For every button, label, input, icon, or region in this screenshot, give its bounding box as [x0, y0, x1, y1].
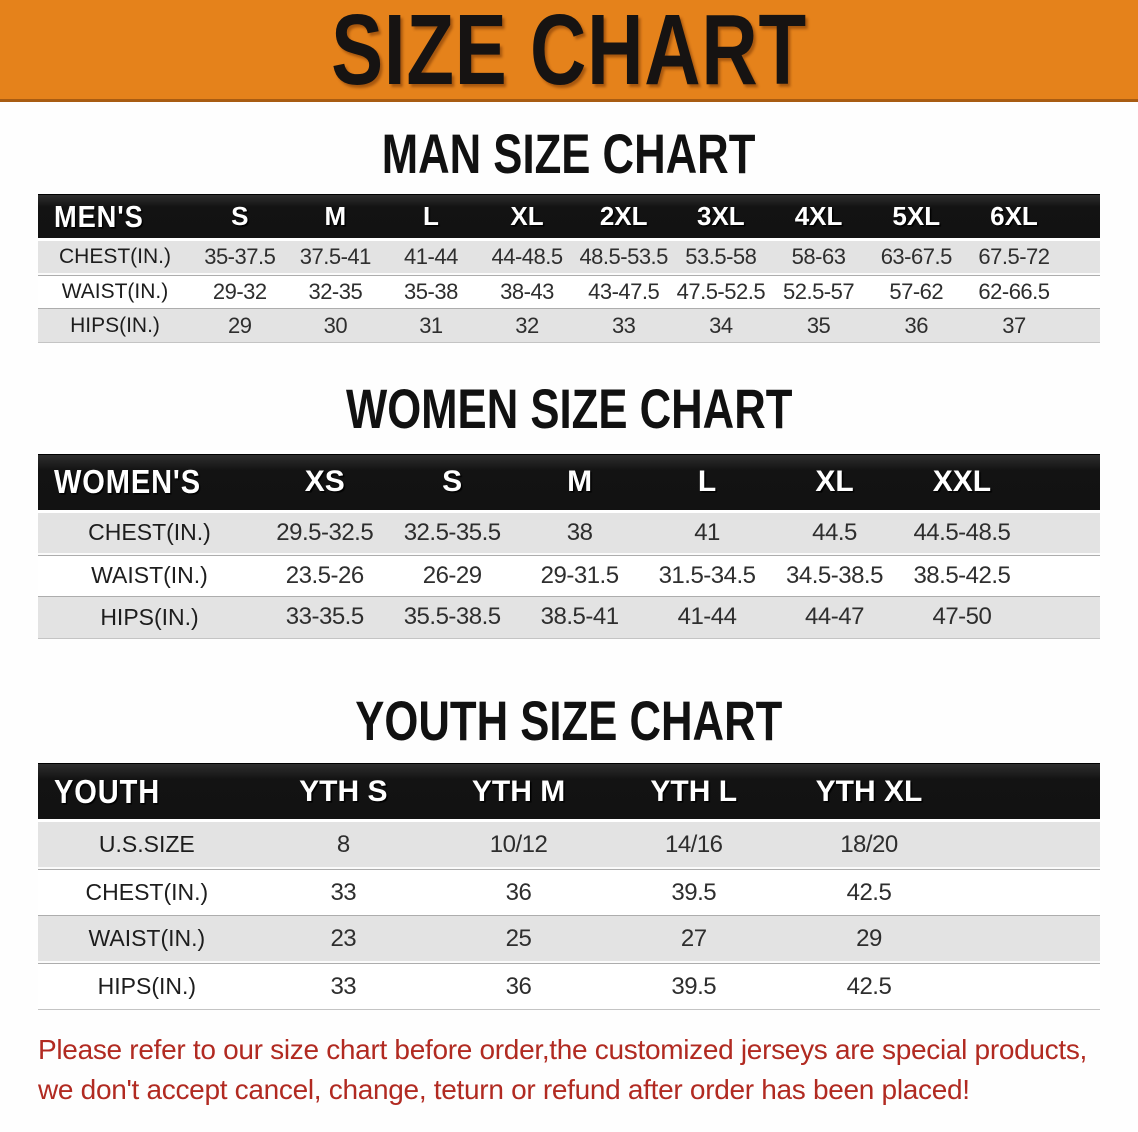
column-header: S [192, 194, 288, 241]
column-header: YTH XL [781, 763, 956, 822]
size-cell: 26-29 [388, 555, 515, 597]
size-cell: 18/20 [781, 822, 956, 869]
row-label: HIPS(IN.) [38, 963, 256, 1010]
row-label: CHEST(IN.) [38, 869, 256, 916]
size-cell: 29.5-32.5 [261, 513, 388, 555]
column-header: 2XL [575, 194, 672, 241]
disclaimer-text [38, 1030, 1100, 1110]
cell-filler [1063, 309, 1100, 343]
size-cell: 38 [516, 513, 643, 555]
size-cell: 23.5-26 [261, 555, 388, 597]
cell-filler [1063, 275, 1100, 309]
size-cell: 41-44 [383, 241, 479, 275]
size-cell: 32.5-35.5 [388, 513, 515, 555]
men-section [0, 124, 1138, 343]
column-header: YTH S [256, 763, 431, 822]
size-cell: 32 [479, 309, 576, 343]
size-cell: 48.5-53.5 [575, 241, 672, 275]
row-label: WAIST(IN.) [38, 555, 261, 597]
row-label: WAIST(IN.) [38, 275, 192, 309]
size-cell: 44-47 [771, 597, 898, 639]
column-header: 6XL [965, 194, 1063, 241]
women-waist-row [38, 555, 1100, 597]
cell-filler [957, 869, 1100, 916]
column-header: XL [479, 194, 576, 241]
size-cell: 29 [781, 916, 956, 963]
men-header-row [38, 194, 1100, 241]
disclaimer-section [0, 1030, 1138, 1110]
size-cell: 47-50 [898, 597, 1025, 639]
cell-filler [957, 916, 1100, 963]
size-cell: 29 [192, 309, 288, 343]
header-filler [957, 763, 1100, 822]
column-header: YTH L [606, 763, 781, 822]
size-cell: 43-47.5 [575, 275, 672, 309]
size-cell: 57-62 [867, 275, 965, 309]
size-cell: 37.5-41 [288, 241, 384, 275]
size-cell: 44-48.5 [479, 241, 576, 275]
youth-section-heading: YOUTH SIZE CHART [355, 688, 783, 752]
size-cell: 23 [256, 916, 431, 963]
size-cell: 35-38 [383, 275, 479, 309]
size-cell: 67.5-72 [965, 241, 1063, 275]
men-group-label: MEN'S [38, 194, 192, 241]
size-cell: 44.5 [771, 513, 898, 555]
row-label: U.S.SIZE [38, 822, 256, 869]
size-cell: 53.5-58 [672, 241, 770, 275]
cell-filler [957, 822, 1100, 869]
size-cell: 33-35.5 [261, 597, 388, 639]
size-cell: 30 [288, 309, 384, 343]
women-hips-row [38, 597, 1100, 639]
row-label: CHEST(IN.) [38, 513, 261, 555]
size-cell: 63-67.5 [867, 241, 965, 275]
women-header-row [38, 454, 1100, 513]
page-title [264, 0, 874, 106]
youth-group-label: YOUTH [38, 763, 256, 822]
size-cell: 35-37.5 [192, 241, 288, 275]
size-cell: 31.5-34.5 [643, 555, 770, 597]
size-cell: 52.5-57 [770, 275, 868, 309]
youth-size-table [38, 763, 1100, 1010]
size-cell: 36 [431, 869, 606, 916]
women-chest-row [38, 513, 1100, 555]
row-label: HIPS(IN.) [38, 309, 192, 343]
size-cell: 41 [643, 513, 770, 555]
size-cell: 42.5 [781, 963, 956, 1010]
size-cell: 38.5-42.5 [898, 555, 1025, 597]
youth-header-row [38, 763, 1100, 822]
column-header: YTH M [431, 763, 606, 822]
column-header: XL [771, 454, 898, 513]
disclaimer-line-1: Please refer to our size chart before order,the customized jerseys are special products, [38, 1034, 1088, 1066]
cell-filler [1063, 241, 1100, 275]
size-cell: 38.5-41 [516, 597, 643, 639]
cell-filler [1026, 555, 1100, 597]
size-cell: 35 [770, 309, 868, 343]
column-header: 3XL [672, 194, 770, 241]
column-header: 5XL [867, 194, 965, 241]
youth-chest-row [38, 869, 1100, 916]
size-cell: 38-43 [479, 275, 576, 309]
size-cell: 44.5-48.5 [898, 513, 1025, 555]
youth-section [0, 688, 1138, 1010]
column-header: L [383, 194, 479, 241]
youth-hips-row [38, 963, 1100, 1010]
women-size-table [38, 454, 1100, 639]
size-cell: 33 [256, 963, 431, 1010]
column-header: XXL [898, 454, 1025, 513]
size-cell: 34 [672, 309, 770, 343]
size-cell: 36 [867, 309, 965, 343]
size-cell: 33 [575, 309, 672, 343]
column-header: 4XL [770, 194, 868, 241]
disclaimer-line-2: we don't accept cancel, change, teturn or refund after order has been placed! [38, 1074, 970, 1106]
cell-filler [1026, 513, 1100, 555]
size-cell: 10/12 [431, 822, 606, 869]
size-cell: 14/16 [606, 822, 781, 869]
women-section [0, 379, 1138, 638]
size-cell: 32-35 [288, 275, 384, 309]
size-cell: 47.5-52.5 [672, 275, 770, 309]
size-cell: 8 [256, 822, 431, 869]
size-cell: 36 [431, 963, 606, 1010]
column-header: M [516, 454, 643, 513]
column-header: XS [261, 454, 388, 513]
size-cell: 29-31.5 [516, 555, 643, 597]
men-waist-row [38, 275, 1100, 309]
size-cell: 31 [383, 309, 479, 343]
column-header: M [288, 194, 384, 241]
size-cell: 35.5-38.5 [388, 597, 515, 639]
size-cell: 27 [606, 916, 781, 963]
size-cell: 25 [431, 916, 606, 963]
header-filler [1063, 194, 1100, 241]
header-filler [1026, 454, 1100, 513]
size-cell: 34.5-38.5 [771, 555, 898, 597]
men-hips-row [38, 309, 1100, 343]
size-cell: 58-63 [770, 241, 868, 275]
size-cell: 39.5 [606, 963, 781, 1010]
row-label: CHEST(IN.) [38, 241, 192, 275]
size-cell: 37 [965, 309, 1063, 343]
size-cell: 41-44 [643, 597, 770, 639]
column-header: L [643, 454, 770, 513]
size-cell: 29-32 [192, 275, 288, 309]
page-title-text: SIZE CHART [331, 0, 807, 106]
size-cell: 39.5 [606, 869, 781, 916]
men-size-table [38, 194, 1100, 343]
women-section-heading: WOMEN SIZE CHART [345, 377, 793, 441]
size-cell: 62-66.5 [965, 275, 1063, 309]
banner [0, 0, 1138, 106]
size-cell: 33 [256, 869, 431, 916]
cell-filler [1026, 597, 1100, 639]
row-label: HIPS(IN.) [38, 597, 261, 639]
column-header: S [388, 454, 515, 513]
youth-ussize-row [38, 822, 1100, 869]
men-section-heading: MAN SIZE CHART [382, 122, 756, 185]
women-group-label: WOMEN'S [38, 454, 261, 513]
men-chest-row [38, 241, 1100, 275]
cell-filler [957, 963, 1100, 1010]
row-label: WAIST(IN.) [38, 916, 256, 963]
size-cell: 42.5 [781, 869, 956, 916]
youth-waist-row [38, 916, 1100, 963]
